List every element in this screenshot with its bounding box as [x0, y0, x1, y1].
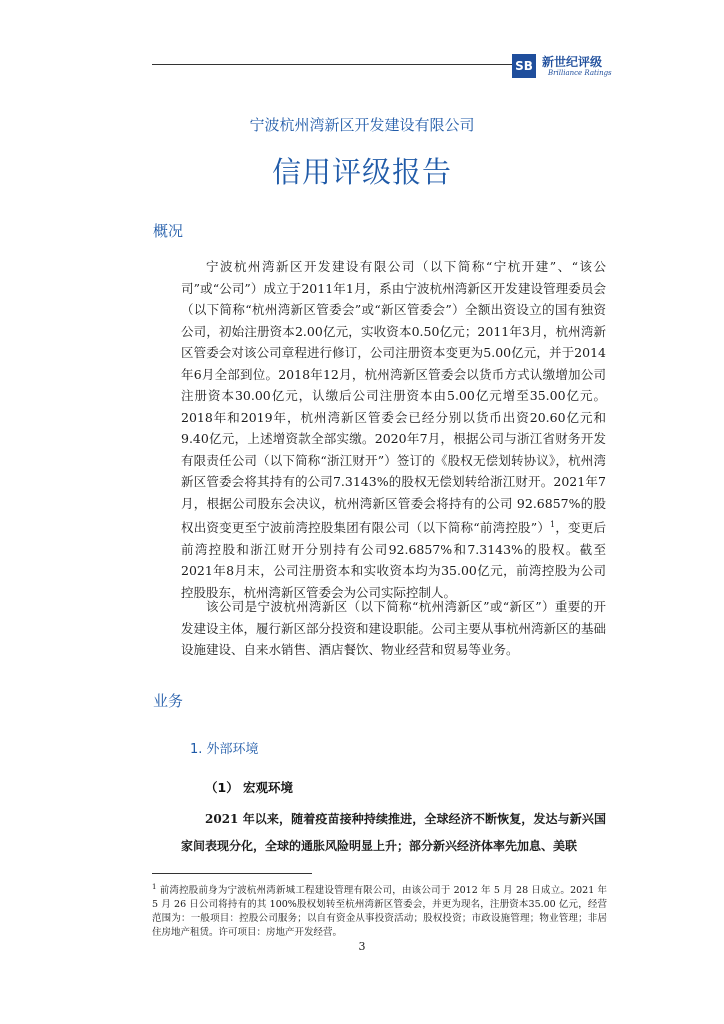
footnote [152, 880, 607, 940]
footnote-mark: 1 [152, 883, 157, 891]
macro-paragraph: 2021 年以来，随着疫苗接种持续推进，全球经济不断恢复，发达与新兴国家间表现分化，全球的通胀风险明显上升；部分新兴经济体率先加息、美联 [181, 812, 606, 853]
footnote-rule [152, 873, 312, 874]
overview-paragraph-2: 该公司是宁波杭州湾新区（以下简称“杭州湾新区”或“新区”）重要的开发建设主体，履行新区部分投资和建设职能。公司主要从事杭州湾新区的基础设施建设、自来水销售、酒店餐饮、物业经营和贸易等业务。 [181, 599, 607, 657]
external-environment-heading: 1. 外部环境 [190, 742, 259, 757]
report-title: 信用评级报告 [271, 155, 452, 189]
business-heading: 业务 [153, 692, 184, 710]
logo-english-name: Brilliance Ratings [548, 69, 612, 77]
overview-paragraph-1 [181, 256, 606, 603]
company-name: 宁波杭州湾新区开发建设有限公司 [249, 116, 475, 134]
footnote-text: 前湾控股前身为宁波杭州湾新城工程建设管理有限公司，由该公司于 2012 年 5 月 28 日成立。2021 年 5 月 26 日公司将持有的其 100%股权划转至杭州湾新区管委会，并更为现名，注册资本35.00 亿元，经营范围为：一般项目：控股公司服务；以自有资金从事投资活动；股权投资；市政设施管理；物业管理；非居住房地产租赁。许可项目：房地产开发经营。 [152, 885, 607, 939]
overview-heading: 概况 [153, 222, 184, 240]
header-rule [152, 64, 520, 65]
brand-logo [512, 52, 622, 82]
macro-environment-heading: （1） 宏观环境 [205, 780, 294, 795]
page-number: 3 [358, 940, 366, 953]
overview-p1-text-cont: ，变更后前湾控股和浙江财开分别持有公司92.6857%和7.3143%的股权。截至2021年8月末，公司注册资本和实收资本均为35.00亿元，前湾控股为公司控股股东，杭州湾新区管委会为公司实际控制人。 [181, 520, 606, 600]
logo-mark-icon: SB [512, 54, 536, 78]
logo-chinese-name: 新世纪评级 [542, 55, 603, 69]
footnote-ref: 1 [550, 520, 556, 529]
overview-p1-text: 宁波杭州湾新区开发建设有限公司（以下简称“宁杭开建”、“该公司”或“公司”）成立于2011年1月，系由宁波杭州湾新区开发建设管理委员会（以下简称“杭州湾新区管委会”或“新区管委会”）全额出资设立的国有独资公司，初始注册资本2.00亿元，实收资本0.50亿元；2011年3月，杭州湾新区管委会对该公司章程进行修订，公司注册资本变更为5.00亿元，并于2014年6月全部到位。2018年12月，杭州湾新区管委会以货币方式认缴增加公司注册资本30.00亿元，认缴后公司注册资本由5.00亿元增至35.00亿元。2018年和2019年，杭州湾新区管委会已经分别以货币出资20.60亿元和9.40亿元，上述增资款全部实缴。2020年7月，根据公司与浙江省财务开发有限责任公司（以下简称“浙江财开”）签订的《股权无偿划转协议》，杭州湾新区管委会将其持有的公司7.3143%的股权无偿划转给浙江财开。2021年7月，根据公司股东会决议，杭州湾新区管委会将持有的公司 92.6857%的股权出资变更至宁波前湾控股集团有限公司（以下简称“前湾控股”） [181, 259, 606, 536]
